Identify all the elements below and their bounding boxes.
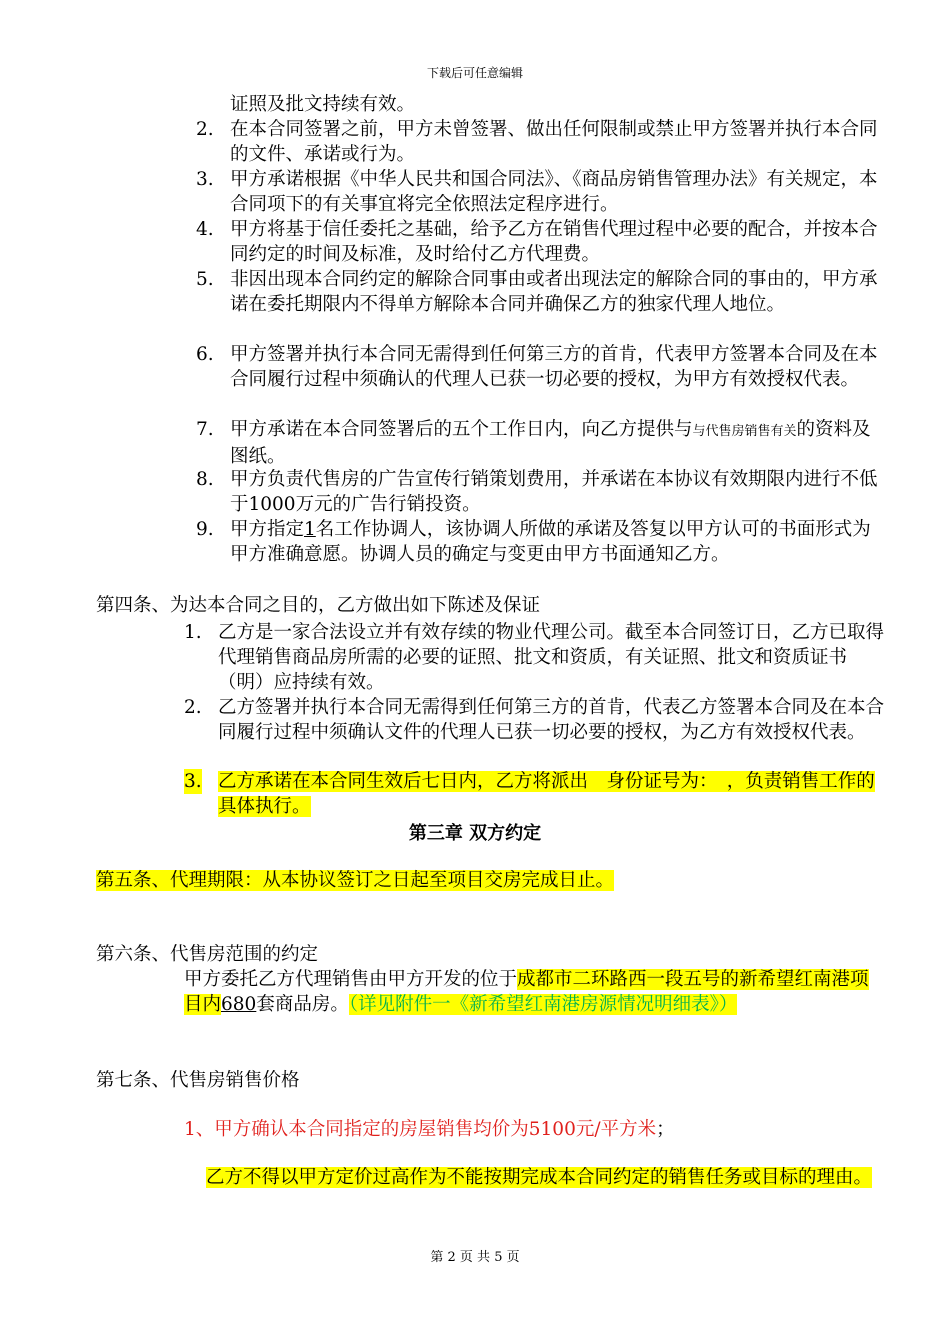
item-number: 7. [196,419,214,440]
price-clause: 1、甲方确认本合同指定的房屋销售均价为5100元/平方米； [184,1119,675,1140]
article-7-heading: 第七条、代售房销售价格 [96,1070,300,1091]
list-item [196,217,886,267]
price-note: 乙方不得以甲方定价过高作为不能按期完成本合同约定的销售任务或目标的理由。 [206,1167,873,1188]
item-text: 甲方将基于信任委托之基础，给予乙方在销售代理过程中必要的配合，并按本合同约定的时间及标准，及时给付乙方代理费。 [230,219,878,265]
unit-count: 680 [221,994,257,1015]
page-footer: 第 2 页 共 5 页 [430,1250,520,1265]
list-item [184,695,884,745]
list-item [184,769,884,819]
item-number: 4. [196,219,214,240]
list-item [196,167,886,217]
list-item [196,267,886,317]
item-number: 5. [196,269,214,290]
list-item [196,467,886,517]
article-6-body: 甲方委托乙方代理销售由甲方开发的位于成都市二环路西一段五号的新希望红南港项目内680套商品房。（详见附件一《新希望红南港房源情况明细表》） [184,969,869,1015]
list-item [196,517,886,567]
article-5: 第五条、代理期限：从本协议签订之日起至项目交房完成日止。 [96,870,615,891]
item-number: 2. [196,119,214,140]
item-text: 甲方承诺根据《中华人民共和国合同法》、《商品房销售管理办法》有关规定，本合同项下的有关事宜将完全依照法定程序进行。 [230,169,878,215]
article-4-heading: 第四条、为达本合同之目的，乙方做出如下陈述及保证 [96,595,541,616]
list-item [196,117,886,167]
page-header: 下载后可任意编辑 [426,66,523,80]
list-item [196,342,892,392]
item-number: 8. [196,469,214,490]
item-text: 在本合同签署之前，甲方未曾签署、做出任何限制或禁止甲方签署并执行本合同的文件、承诺或行为。 [230,119,878,165]
item-number: 2. [184,697,202,718]
item-number: 9. [196,519,214,540]
item-text: 非因出现本合同约定的解除合同事由或者出现法定的解除合同的事由的，甲方承诺在委托期限内不得单方解除本合同并确保乙方的独家代理人地位。 [230,269,878,315]
item-number: 3. [184,771,202,792]
item-number: 6. [196,344,214,365]
list-item [184,620,884,695]
coordinator-count: 1 [304,519,316,540]
item-text: 甲方承诺在本合同签署后的五个工作日内，向乙方提供与与代售房销售有关的资料及图纸。 [230,419,871,467]
item-text: 甲方签署并执行本合同无需得到任何第三方的首肯，代表甲方签署本合同及在本合同履行过程中须确认的代理人已获一切必要的授权，为甲方有效授权代表。 [230,344,878,390]
item-text: 乙方签署并执行本合同无需得到任何第三方的首肯，代表乙方签署本合同及在本合同履行过程中须确认文件的代理人已获一切必要的授权，为乙方有效授权代表。 [218,697,885,743]
item-text: 证照及批文持续有效。 [230,94,416,115]
item-number: 1. [184,622,202,643]
item-text: 乙方承诺在本合同生效后七日内，乙方将派出 身份证号为： ，负责销售工作的具体执行。 [218,771,875,817]
item-text: 乙方是一家合法设立并有效存续的物业代理公司。截至本合同签订日，乙方已取得代理销售商品房所需的必要的证照、批文和资质，有关证照、批文和资质证书（明）应持续有效。 [218,622,885,693]
article-6-heading: 第六条、代售房范围的约定 [96,944,319,965]
item-text: 甲方负责代售房的广告宣传行销策划费用，并承诺在本协议有效期限内进行不低于1000万元的广告行销投资。 [230,469,878,515]
item-number: 3. [196,169,214,190]
list-item [196,417,886,469]
chapter-title: 第三章 双方约定 [408,823,542,844]
item-text: 甲方指定1名工作协调人，该协调人所做的承诺及答复以甲方认可的书面形式为甲方准确意愿。协调人员的确定与变更由甲方书面通知乙方。 [230,519,871,565]
list-item [230,92,890,117]
